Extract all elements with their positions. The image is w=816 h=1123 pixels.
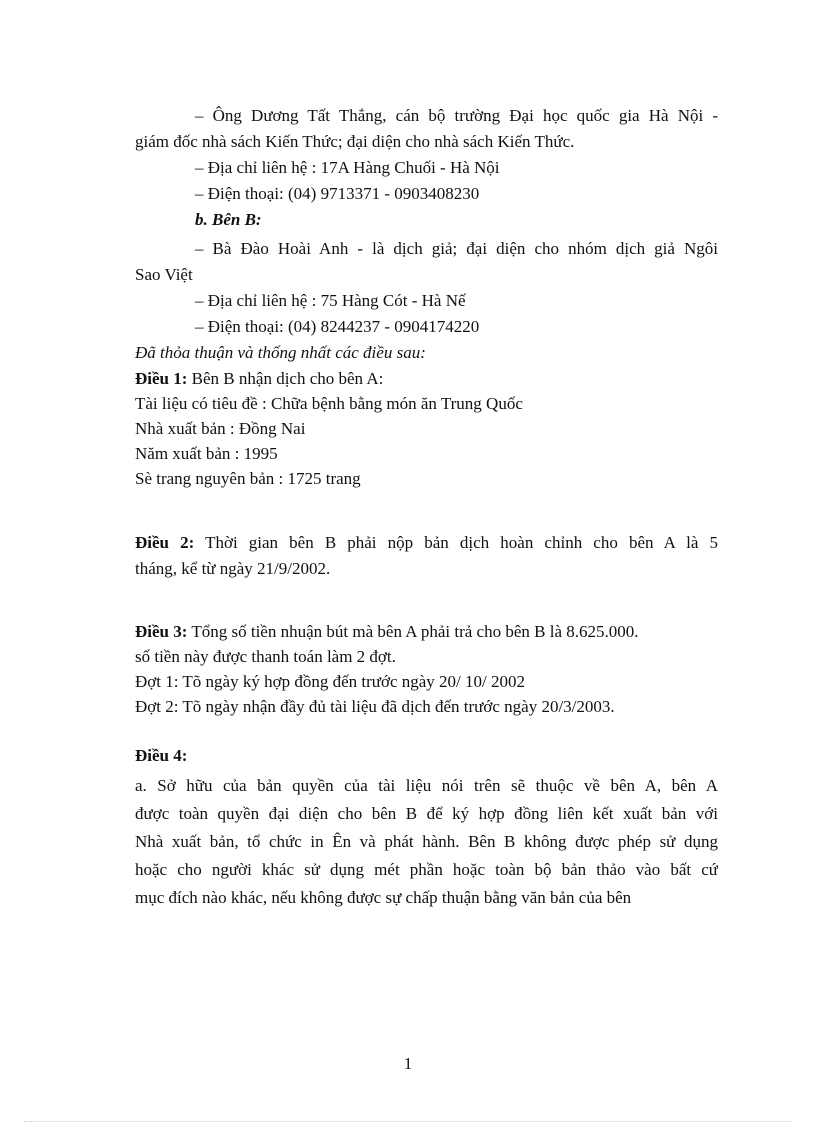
- party-b-heading: b. Bên B:: [195, 210, 262, 229]
- party-b-representative-line1: – Bà Đào Hoài Anh - là dịch giả; đại diện cho nhóm dịch giả Ngôi: [195, 239, 718, 258]
- article4-label: Điều 4:: [135, 746, 188, 765]
- article1-line: [135, 367, 718, 391]
- agreement-intro: Đã thỏa thuận và thống nhất các điều sau:: [135, 343, 426, 362]
- party-a-phone: – Điện thoại: (04) 9713371 - 0903408230: [195, 184, 480, 203]
- article1-pages: Sè trang nguyên bản : 1725 trang: [135, 469, 361, 488]
- article1-text: Bên B nhận dịch cho bên A:: [187, 369, 384, 388]
- article3-label: Điều 3:: [135, 622, 188, 641]
- article3-text-line1: Tổng số tiền nhuận bút mà bên A phải trả cho bên B là 8.625.000.: [187, 622, 639, 641]
- party-a-representative-line2: giám đốc nhà sách Kiến Thức; đại diện cho nhà sách Kiến Thức.: [135, 132, 575, 151]
- party-a-address: – Địa chỉ liên hệ : 17A Hàng Chuối - Hà Nội: [195, 158, 500, 177]
- article4-line: a. Sở hữu của bản quyền của tài liệu nói trên sẽ thuộc về bên A, bên A: [135, 776, 718, 795]
- article4-line: Nhà xuất bản, tổ chức in Ên và phát hành. Bên B không được phép sử dụng: [135, 832, 718, 851]
- article1-year: Năm xuất bản : 1995: [135, 444, 278, 463]
- article2-label: Điều 2:: [135, 533, 195, 552]
- party-b-address: – Địa chỉ liên hệ : 75 Hàng Cót - Hà Nế: [195, 291, 466, 310]
- party-a-representative-line1: – Ông Dương Tất Thắng, cán bộ trường Đại học quốc gia Hà Nội -: [195, 106, 718, 125]
- article4-line: được toàn quyền đại diện cho bên B để ký hợp đồng liên kết xuất bản với: [135, 804, 718, 823]
- article3-line2: số tiền này được thanh toán làm 2 đợt.: [135, 647, 396, 666]
- article1-doc-title: Tài liệu có tiêu đề : Chữa bệnh bằng món ăn Trung Quốc: [135, 394, 523, 413]
- article2-line2: tháng, kể từ ngày 21/9/2002.: [135, 559, 331, 578]
- article3-installment1: Đợt 1: Tõ ngày ký hợp đồng đến trước ngày 20/ 10/ 2002: [135, 672, 525, 691]
- article3-installment2: Đợt 2: Tõ ngày nhận đầy đủ tài liệu đã dịch đến trước ngày 20/3/2003.: [135, 697, 615, 716]
- article1-publisher: Nhà xuất bản : Đồng Nai: [135, 419, 306, 438]
- article2-text-line1: Thời gian bên B phải nộp bản dịch hoàn chỉnh cho bên A là 5: [194, 533, 718, 552]
- article4-line: hoặc cho người khác sử dụng mét phần hoặc toàn bộ bản thảo vào bất cứ: [135, 860, 718, 879]
- page-bottom-divider: [24, 1121, 792, 1122]
- party-b-representative-line2: Sao Việt: [135, 265, 193, 284]
- article3-line1: [135, 620, 718, 644]
- article1-label: Điều 1:: [135, 369, 188, 388]
- article4-line: mục đích nào khác, nếu không được sự chấp thuận bằng văn bản của bên: [135, 888, 632, 907]
- party-b-phone: – Điện thoại: (04) 8244237 - 0904174220: [195, 317, 480, 336]
- page-number: 1: [403, 1054, 413, 1073]
- article2-line1: [135, 531, 718, 555]
